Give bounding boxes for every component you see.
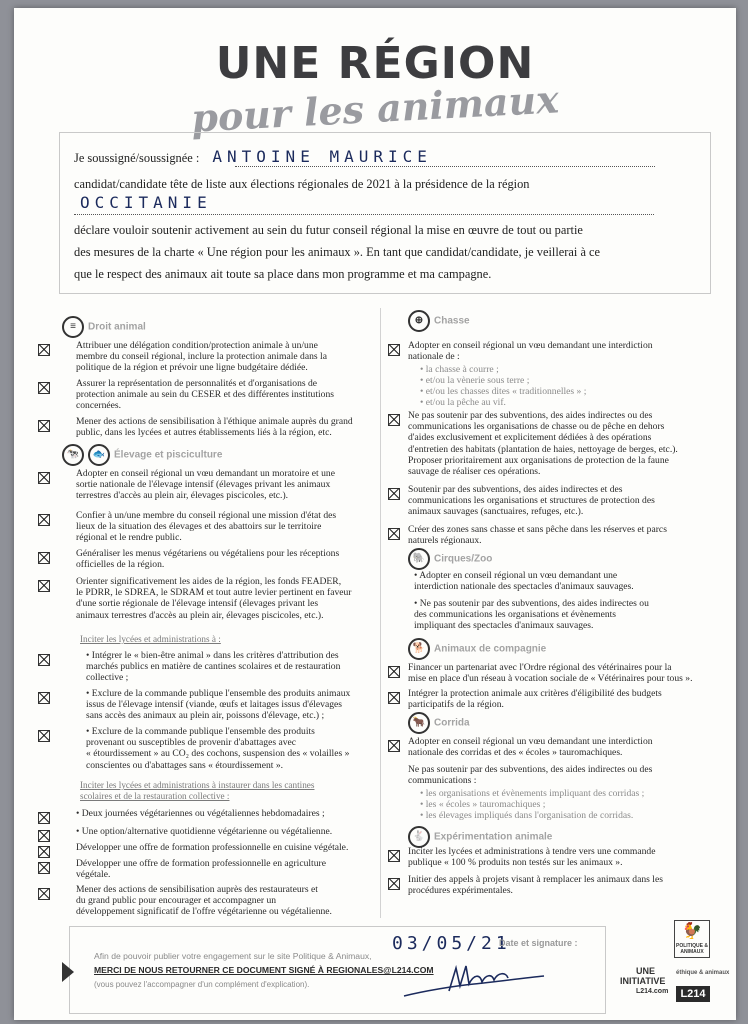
chasse-sub-item: • la chasse à courre ; [420,364,499,375]
date-value[interactable]: 03/05/21 [392,933,511,954]
list-item-text: Créer des zones sans chasse et sans pêche dans les réserves et parcs [408,524,667,535]
declaration-line-1 [74,147,432,166]
list-item-text: lieux de la situation des élevages et des abattoirs sur le territoire [76,521,322,533]
chasse-sub-item: • et/ou la vènerie sous terre ; [420,375,530,386]
checkbox-checked[interactable] [38,812,50,824]
cantines-heading-2: scolaires et de la restauration collective : [80,791,230,801]
logo-une: UNE [636,966,656,976]
list-item-text: politique de la région et prévoir une ligne budgétaire dédiée. [76,362,308,374]
list-item-text: sans accès des animaux au plein air, poissons d'élevage, etc.) ; [86,710,325,722]
chasse-sub-item: • et/ou la pêche au vif. [420,397,506,408]
list-item-text: d'une sortie régionale de l'élevage intensif (élevages privant les [76,598,319,610]
list-item-text: • Exclure de la commande publique l'ensemble des produits [86,726,315,737]
list-item-text: Assurer la représentation de personnalités et d'organisations de [76,378,318,389]
list-item-text: Financer un partenariat avec l'Ordre régional des vétérinaires pour la [408,662,672,673]
list-item-text: du grand public pour encourager et accompagner un [76,895,277,907]
law-icon: ≡ [62,316,84,338]
footer-line-3: (vous pouvez l'accompagner d'un complément d'explication). [94,980,310,989]
logo-ethique: éthique & animaux [676,970,730,976]
list-item-text: • Intégrer le « bien-être animal » dans les critères d'attribution des [86,650,339,661]
list-item-text: Adopter en conseil régional un vœu demandant une interdiction [408,736,653,747]
checkbox-checked[interactable] [388,878,400,890]
list-item-text: Soutenir par des subventions, des aides indirectes et des [408,484,623,495]
list-item-text: Adopter en conseil régional un vœu demandant un moratoire et une [76,468,335,479]
declaration-line-2: candidat/candidate tête de liste aux élections régionales de 2021 à la présidence de la région [74,177,530,191]
politique-animaux-logo: 🐓 POLITIQUE & ANIMAUX [674,920,710,958]
list-item-text: interdiction nationale des spectacles d'animaux sauvages. [414,581,634,593]
list-item-text: Attribuer une délégation condition/protection animale à un/une [76,340,318,351]
list-item-text: naturels régionaux. [408,535,482,547]
section-compagnie: 🐕 Animaux de compagnie [408,638,546,660]
dog-icon: 🐕 [408,638,430,660]
checkbox-checked[interactable] [38,580,50,592]
elephant-icon: 🐘 [408,548,430,570]
list-item-text: communications les organisations de chasse ou de pêche en dehors [408,421,665,433]
section-droit-animal: ≡ Droit animal [62,316,146,338]
checkbox-checked[interactable] [38,382,50,394]
rooster-icon: 🐓 [682,923,702,940]
list-item-text: Généraliser les menus végétariens ou végétaliens pour les réceptions [76,548,340,559]
chasse-sub-item: • et/ou les chasses dites « traditionnelles » ; [420,386,587,397]
checkbox-checked[interactable] [38,888,50,900]
checkbox-checked[interactable] [38,420,50,432]
bull-icon: 🐂 [408,712,430,734]
declaration-line-region [74,193,212,212]
corrida-text: communications : [408,775,477,786]
declaration-line-3: déclare vouloir soutenir activement au sein du futur conseil régional la mise en œuvre de tout ou partie [74,223,583,237]
list-item-text: public, dans les lycées et autres établissements liés à la région, etc. [76,427,332,439]
checkbox-checked[interactable] [38,514,50,526]
section-corrida: 🐂 Corrida [408,712,470,734]
footer-email-link[interactable]: MERCI DE NOUS RETOURNER CE DOCUMENT SIGNÉ À REGIONALES@L214.COM [94,965,434,975]
declaration-box [59,132,711,294]
list-item-text: animaux sauvages (sanctuaires, refuges, etc.). [408,506,584,518]
checkbox-checked[interactable] [388,528,400,540]
corrida-sub-item: • les organisations et évènements impliquant des corridas ; [420,788,645,799]
list-item-text: conscientes ou d'abattages sans « étourdissement ». [86,759,284,771]
checkbox-checked[interactable] [38,846,50,858]
arrow-icon [62,962,74,982]
checkbox-checked[interactable] [388,344,400,356]
checkbox-checked[interactable] [388,740,400,752]
checkbox-checked[interactable] [38,654,50,666]
checkbox-checked[interactable] [388,850,400,862]
declaration-line-4: des mesures de la charte « Une région pour les animaux ». En tant que candidat/candidate, je veillerai à ce [74,245,601,259]
checkbox-checked[interactable] [38,862,50,874]
list-item-text: marchés publics en matière de cantines scolaires et de restauration [86,661,341,673]
corrida-sub-item: • les élevages impliqués dans l'organisation de corridas. [420,810,634,821]
list-item-text: Intégrer la protection animale aux critères d'éligibilité des budgets [408,688,662,699]
rabbit-icon: 🐇 [408,826,430,848]
list-item-text: Inciter les lycées et administrations à tendre vers une commande [408,846,656,857]
list-item-text: provenant ou susceptibles de provenir d'abattages avec [86,737,297,749]
list-item-text: • Adopter en conseil régional un vœu demandant une [414,570,618,581]
list-item-text: communications les organisations et structures de protection des [408,495,655,507]
list-item-text: d'entretien des habitats (plantation de haies, nettoyage de berges, etc.). [408,443,678,455]
list-item-text: d'aides exclusivement et explicitement dédiées à des opérations [408,432,652,444]
page-title: UNE RÉGION [215,38,535,89]
list-item-text: sortie nationale de l'élevage intensif (élevages privant les animaux [76,479,331,491]
signature[interactable] [394,956,554,1006]
list-item-text: Initier des appels à projets visant à remplacer les animaux dans les [408,874,663,885]
list-item-text: protection animale au sein du CESER et des différentes institutions [76,389,335,401]
list-item-text: issus de l'élevage intensif (viande, œufs et laitages issus d'élevages [86,699,343,711]
list-item-text: officielles de la région. [76,559,165,571]
list-item-text: publique « 100 % produits non testés sur les animaux ». [408,857,623,869]
list-item-text: le PDRR, le SDREA, le SDRAM et tout autre levier pertinent en faveur [76,587,352,599]
page-subtitle: pour les animaux [190,76,560,141]
checkbox-checked[interactable] [38,692,50,704]
list-item-text: des communications les organisations et évènements [414,609,617,621]
checkbox-checked[interactable] [388,414,400,426]
fish-icon: 🐟 [88,444,110,466]
checkbox-checked[interactable] [38,344,50,356]
list-item-text: « étourdissement » au CO₂ des cochons, suspension des « volailles » [86,748,350,760]
list-item-text: • Ne pas soutenir par des subventions, des aides indirectes ou [414,598,649,609]
cow-icon: 🐄 [62,444,84,466]
checkbox-checked[interactable] [388,666,400,678]
declaration-line-5: que le respect des animaux ait toute sa place dans mon programme et ma campagne. [74,267,492,281]
list-item-text: Orienter significativement les aides de la région, les fonds FEADER, [76,576,342,587]
region-underline [74,213,654,215]
checkbox-checked[interactable] [38,552,50,564]
list-item-text: • Exclure de la commande publique l'ensemble des produits animaux [86,688,351,699]
checkbox-checked[interactable] [38,472,50,484]
region-value[interactable]: OCCITANIE [80,193,212,212]
list-item-text: Ne pas soutenir par des subventions, des aides indirectes ou des [408,410,653,421]
list-item-text: sauvage de réaliser ces opérations. [408,466,541,477]
corrida-text: Ne pas soutenir par des subventions, des aides indirectes ou des [408,764,653,775]
list-item-text: procédures expérimentales. [408,885,513,897]
section-chasse: ⊕ Chasse [408,310,470,332]
list-item-text: concernées. [76,400,122,412]
list-item-text: régional et le rendre public. [76,532,182,544]
section-experimentation: 🐇 Expérimentation animale [408,826,552,848]
list-item-text: collective ; [86,672,129,684]
list-item-text: Adopter en conseil régional un vœu demandant une interdiction [408,340,653,351]
column-divider [380,308,381,918]
list-item-text: • Une option/alternative quotidienne végétarienne ou végétalienne. [76,826,333,837]
list-item-text: terrestres d'accès au plein air, élevages piscicoles, etc.). [76,490,289,502]
list-item-text: mise en place d'un réseau à vocation sociale de « Vétérinaires pour tous ». [408,673,693,685]
inciter-heading: Inciter les lycées et administrations à : [80,634,221,644]
footer-line-1: Afin de pouvoir publier votre engagement sur le site Politique & Animaux, [94,951,372,961]
list-item-text: Proposer prioritairement aux organisations de protection de la faune [408,454,669,466]
list-item-text: membre du conseil régional, inclure la protection animale dans la [76,351,327,363]
list-item-text: impliquant des spectacles d'animaux sauvages. [414,620,594,632]
checkbox-checked[interactable] [388,488,400,500]
list-item-text: Mener des actions de sensibilisation auprès des restaurateurs et [76,884,318,895]
name-underline [235,165,655,167]
corrida-sub-item: • les « écoles » tauromachiques ; [420,799,546,810]
list-item-text: Développer une offre de formation professionnelle en agriculture [76,858,326,869]
name-label: Je soussigné/soussignée : [74,151,200,165]
checkbox-checked[interactable] [38,730,50,742]
list-item-text: • Deux journées végétariennes ou végétaliennes hebdomadaires ; [76,808,325,819]
list-item-text: Mener des actions de sensibilisation à l'éthique animale auprès du grand [76,416,353,427]
list-item-text: nationale des corridas et des « écoles » tauromachiques. [408,747,623,759]
checkbox-checked[interactable] [388,692,400,704]
list-item-text: Développer une offre de formation professionnelle en cuisine végétale. [76,842,349,853]
cantines-heading-1: Inciter les lycées et administrations à instaurer dans les cantines [80,780,315,790]
l214-logo: L214 [676,986,710,1002]
list-item-text: animaux terrestres d'accès au plein air, élevages piscicoles, etc.). [76,609,324,621]
charter-sheet [14,8,736,1020]
logo-url: L214.com [636,988,669,995]
logo-initiative: INITIATIVE [620,976,666,986]
section-elevage: 🐄 🐟 Élevage et pisciculture [62,444,222,466]
crosshair-icon: ⊕ [408,310,430,332]
list-item-text: Confier à un/une membre du conseil régional une mission d'état des [76,510,337,521]
list-item-text: développement significatif de l'offre végétarienne ou végétalienne. [76,906,332,918]
list-item-text: nationale de : [408,351,460,363]
date-label: Date et signature : [499,938,578,948]
section-cirques: 🐘 Cirques/Zoo [408,548,492,570]
list-item-text: végétale. [76,869,111,881]
list-item-text: participatifs de la région. [408,699,504,711]
checkbox-checked[interactable] [38,830,50,842]
name-value[interactable]: ANTOINE MAURICE [212,147,432,166]
